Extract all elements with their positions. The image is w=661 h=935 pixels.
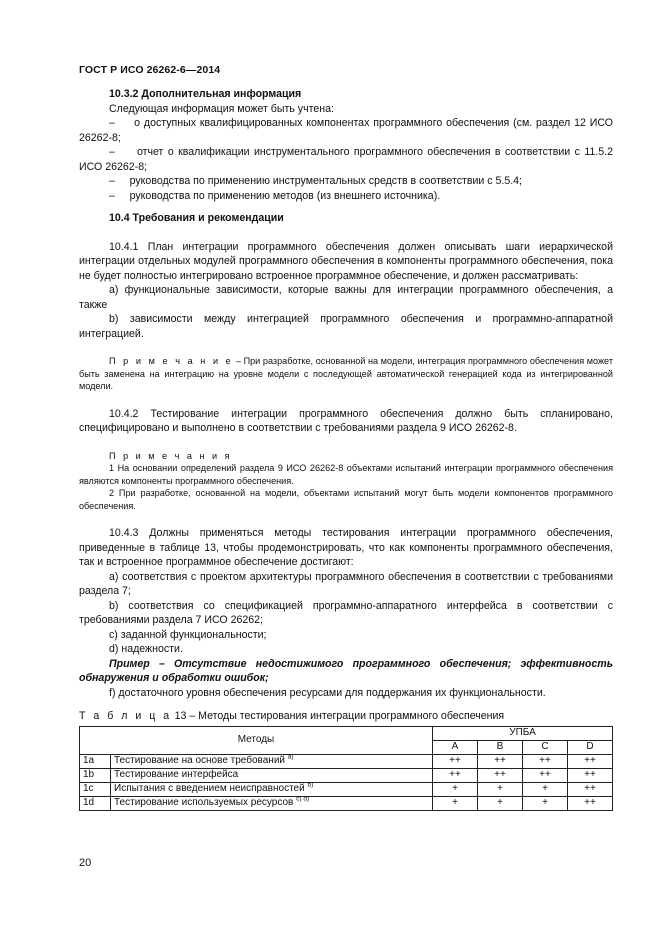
- table-caption: [79, 709, 613, 724]
- paragraph-10-4-2: 10.4.2 Тестирование интеграции программного обеспечения должно быть спланировано, специфицировано и выполнено в соответствии с требованиями раздела 9 ИСО 26262-8.: [79, 407, 613, 434]
- page-number: 20: [79, 857, 92, 869]
- level-c: C: [523, 740, 568, 754]
- page-content: [79, 87, 613, 811]
- note-1: [79, 355, 613, 393]
- row-id: 1a: [80, 754, 111, 768]
- list-item-a: а) функциональные зависимости, которые важны для интеграции программного обеспечения, а также: [79, 284, 613, 311]
- paragraph-10-4-1: 10.4.1 План интеграции программного обеспечения должен описывать шаги иерархической интеграции отдельных модулей программного обеспечения в компоненты программного обеспечения, пока не будет полностью интегрировано встроенное программное обеспечение, и должен рассматривать:: [79, 240, 613, 282]
- row-method: Тестирование интерфейса: [111, 768, 433, 782]
- cell-d: ++: [568, 754, 613, 768]
- note-label: П р и м е ч а н и е: [109, 356, 234, 366]
- row-id: 1b: [80, 768, 111, 782]
- section-10-3-2-intro: Следующая информация может быть учтена:: [109, 102, 334, 115]
- cell-b: ++: [478, 768, 523, 782]
- example-text: Пример – Отсутствие недостижимого программного обеспечения; эффективность обнаружения и обработки ошибок;: [79, 657, 613, 684]
- list-item-d: d) надежности.: [109, 643, 183, 655]
- table-row: [80, 768, 613, 782]
- list-item-b: b) зависимости между интеграцией программного обеспечения и программно-аппаратной интеграцией.: [79, 313, 613, 340]
- cell-a: +: [433, 796, 478, 810]
- table-caption-text: 13 – Методы тестирования интеграции программного обеспечения: [171, 710, 505, 722]
- cell-d: ++: [568, 768, 613, 782]
- cell-a: ++: [433, 754, 478, 768]
- table-caption-label: Т а б л и ц а: [79, 710, 172, 722]
- table-row: [80, 796, 613, 810]
- cell-b: +: [478, 796, 523, 810]
- note-2-2: 2 При разработке, основанной на модели, объектами испытаний могут быть модели компонентов программного обеспечения.: [79, 488, 613, 511]
- row-method: Испытания с введением неисправностей $^{b)}$: [111, 782, 433, 796]
- cell-d: ++: [568, 782, 613, 796]
- cell-c: +: [523, 796, 568, 810]
- list-item: – о доступных квалифицированных компонентах программного обеспечения (см. раздел 12 ИСО 26262-8;: [79, 117, 613, 144]
- note-2-1: 1 На основании определений раздела 9 ИСО 26262-8 объектами испытаний интеграции программного обеспечения являются компоненты программного обеспечения.: [79, 463, 613, 486]
- document-header: ГОСТ Р ИСО 26262-6—2014: [79, 64, 221, 76]
- cell-c: ++: [523, 754, 568, 768]
- paragraph-10-4-3: 10.4.3 Должны применяться методы тестирования интеграции программного обеспечения, приведенные в таблице 13, чтобы продемонстрировать, что как компоненты программного обеспечения, так и встроенное программное обеспечение достигают:: [79, 527, 613, 568]
- list-item: – руководства по применению методов (из внешнего источника).: [109, 189, 441, 202]
- cell-c: +: [523, 782, 568, 796]
- section-10-3-2-title: 10.3.2 Дополнительная информация: [109, 88, 302, 100]
- cell-a: ++: [433, 768, 478, 782]
- table-row: [80, 754, 613, 768]
- list-item-c: c) заданной функциональности;: [109, 628, 267, 641]
- asil-header: УПБА: [433, 726, 613, 740]
- table-row: [80, 782, 613, 796]
- list-item: – руководства по применению инструментальных средств в соответствии с 5.5.4;: [109, 175, 522, 187]
- notes-label: П р и м е ч а н и я: [109, 450, 233, 461]
- list-item: – отчет о квалификации инструментального программного обеспечения в соответствии с 11.5.2 ИСО 26262-8;: [79, 146, 613, 173]
- table-header-row: [80, 726, 613, 740]
- level-a: A: [433, 740, 478, 754]
- row-method: Тестирование на основе требований $^{а)}$: [111, 754, 433, 768]
- row-method: Тестирование используемых ресурсов $^{c) d)}$: [111, 796, 433, 810]
- cell-d: ++: [568, 796, 613, 810]
- cell-b: +: [478, 782, 523, 796]
- methods-header: Методы: [80, 726, 433, 754]
- list-item-f: f) достаточного уровня обеспечения ресурсами для поддержания их функциональности.: [109, 686, 546, 699]
- cell-b: ++: [478, 754, 523, 768]
- list-item-a: а) соответствия с проектом архитектуры программного обеспечения в соответствии с требованиями раздела 7;: [79, 570, 613, 597]
- note-text: – При разработке, основанной на модели, интеграция программного обеспечения может быть заменена на интеграцию на уровне модели с последующей автоматической генерацией кода из интегрированной модели.: [79, 356, 613, 391]
- level-b: B: [478, 740, 523, 754]
- methods-table: [79, 726, 613, 811]
- section-10-4-title: 10.4 Требования и рекомендации: [109, 212, 284, 224]
- cell-a: +: [433, 782, 478, 796]
- level-d: D: [568, 740, 613, 754]
- row-id: 1c: [80, 782, 111, 796]
- list-item-b: b) соответствия со спецификацией программно-аппаратного интерфейса в соответствии с требованиями раздела 7 ИСО 26262;: [79, 599, 613, 626]
- cell-c: ++: [523, 768, 568, 782]
- row-id: 1d: [80, 796, 111, 810]
